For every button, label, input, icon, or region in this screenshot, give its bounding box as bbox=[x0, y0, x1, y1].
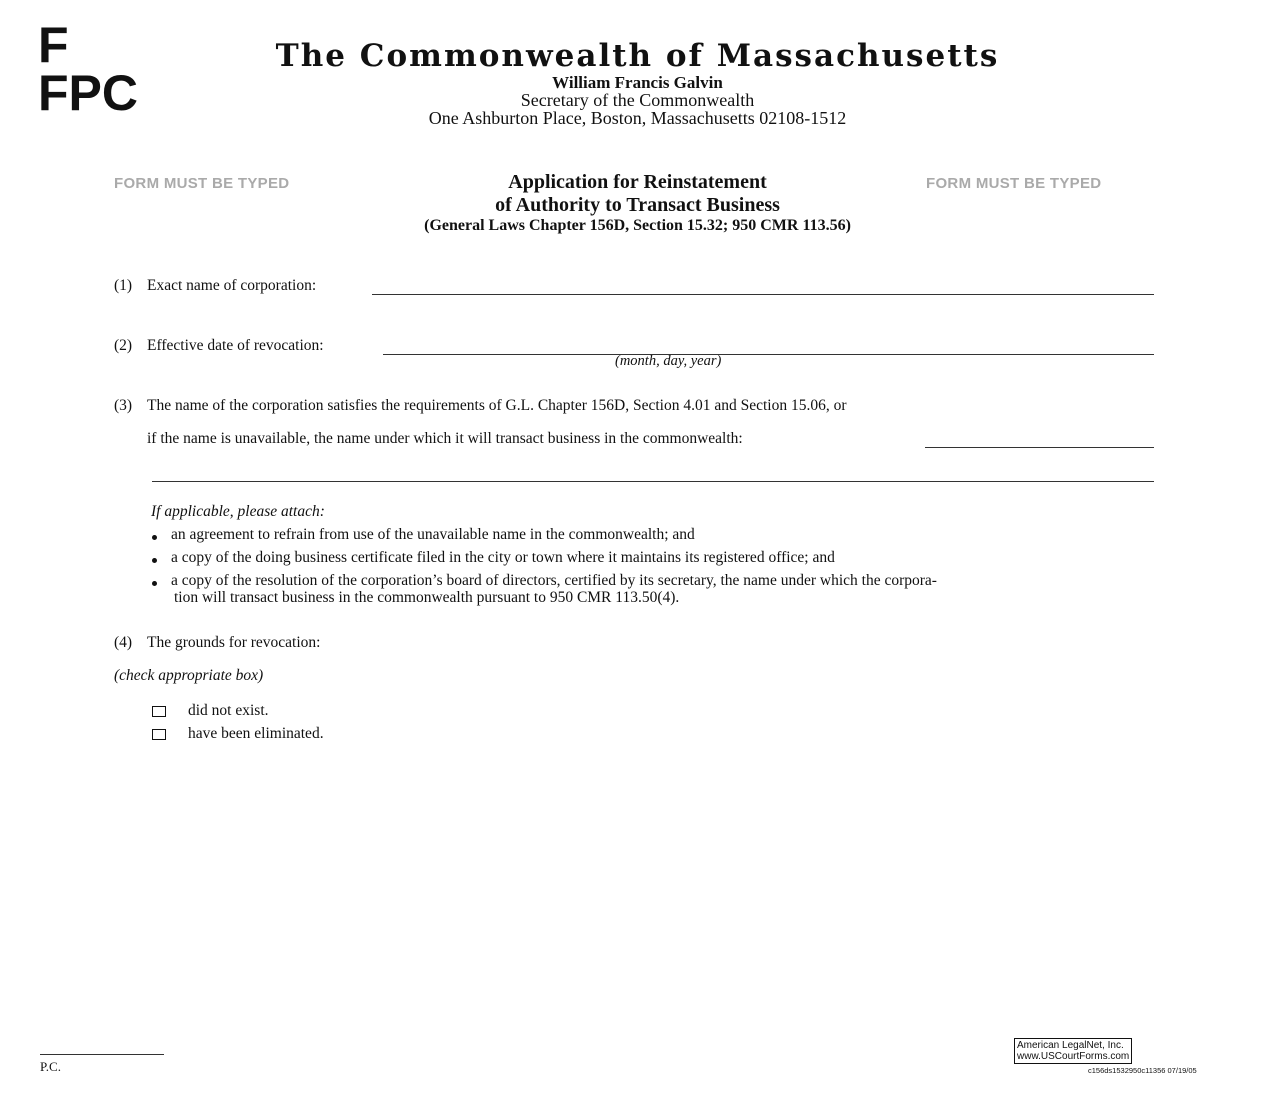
bullet-icon bbox=[152, 558, 157, 563]
check-instruction: (check appropriate box) bbox=[114, 667, 264, 684]
pc-divider bbox=[40, 1054, 164, 1055]
attach-heading: If applicable, please attach: bbox=[151, 503, 325, 520]
date-format-hint: (month, day, year) bbox=[615, 353, 722, 369]
eliminated-label: have been eliminated. bbox=[188, 725, 324, 742]
item-1-number: (1) bbox=[114, 277, 133, 294]
office-name: Secretary of the Commonwealth bbox=[520, 90, 755, 110]
notice-left: FORM MUST BE TYPED bbox=[114, 175, 290, 192]
item-3-number: (3) bbox=[114, 397, 133, 414]
form-citation: (General Laws Chapter 156D, Section 15.32; 950 CMR 113.56) bbox=[424, 217, 851, 234]
form-title-line1: Application for Reinstatement bbox=[508, 171, 767, 193]
bullet-icon bbox=[152, 535, 157, 540]
vendor-box bbox=[1014, 1038, 1132, 1064]
item-2-number: (2) bbox=[114, 337, 133, 354]
item-3-label: The name of the corporation satisfies the requirements of G.L. Chapter 156D, Section 4.01 and Section 15.06, or bbox=[147, 397, 847, 414]
attachment-item-continued: tion will transact business in the commonwealth pursuant to 950 CMR 113.50(4). bbox=[174, 589, 680, 606]
state-heading: The Commonwealth of Massachusetts bbox=[275, 38, 1000, 74]
item-3-label-2: if the name is unavailable, the name under which it will transact business in the commonwealth: bbox=[147, 430, 743, 447]
revocation-date-field[interactable] bbox=[383, 338, 1154, 355]
eliminated-checkbox[interactable] bbox=[152, 729, 166, 740]
vendor-name: American LegalNet, Inc. bbox=[1017, 1040, 1124, 1051]
form-code-letter: F bbox=[38, 17, 69, 73]
office-address: One Ashburton Place, Boston, Massachusetts 02108-1512 bbox=[428, 108, 847, 128]
notice-right: FORM MUST BE TYPED bbox=[926, 175, 1102, 192]
attachment-item: a copy of the resolution of the corporation’s board of directors, certified by its secretary, the name under which the corpora- bbox=[171, 572, 937, 589]
pc-label: P.C. bbox=[40, 1059, 61, 1074]
item-4-number: (4) bbox=[114, 634, 133, 651]
item-2-label: Effective date of revocation: bbox=[147, 337, 324, 354]
item-4-label: The grounds for revocation: bbox=[147, 634, 321, 651]
form-code: FPC bbox=[38, 65, 138, 121]
document-code: c156ds1532950c11356 07/19/05 bbox=[1088, 1066, 1197, 1075]
alternate-name-field[interactable] bbox=[925, 431, 1154, 448]
vendor-url[interactable]: www.USCourtForms.com bbox=[1017, 1051, 1130, 1062]
corporation-name-field[interactable] bbox=[372, 278, 1154, 295]
alternate-name-field-continued[interactable] bbox=[152, 465, 1154, 482]
did-not-exist-label: did not exist. bbox=[188, 702, 269, 719]
official-name: William Francis Galvin bbox=[552, 73, 723, 92]
attachment-item: an agreement to refrain from use of the unavailable name in the commonwealth; and bbox=[171, 526, 695, 543]
item-1-label: Exact name of corporation: bbox=[147, 277, 317, 294]
did-not-exist-checkbox[interactable] bbox=[152, 706, 166, 717]
attachment-item: a copy of the doing business certificate filed in the city or town where it maintains its registered office; and bbox=[171, 549, 835, 566]
form-title-line2: of Authority to Transact Business bbox=[495, 194, 780, 216]
bullet-icon bbox=[152, 581, 157, 586]
